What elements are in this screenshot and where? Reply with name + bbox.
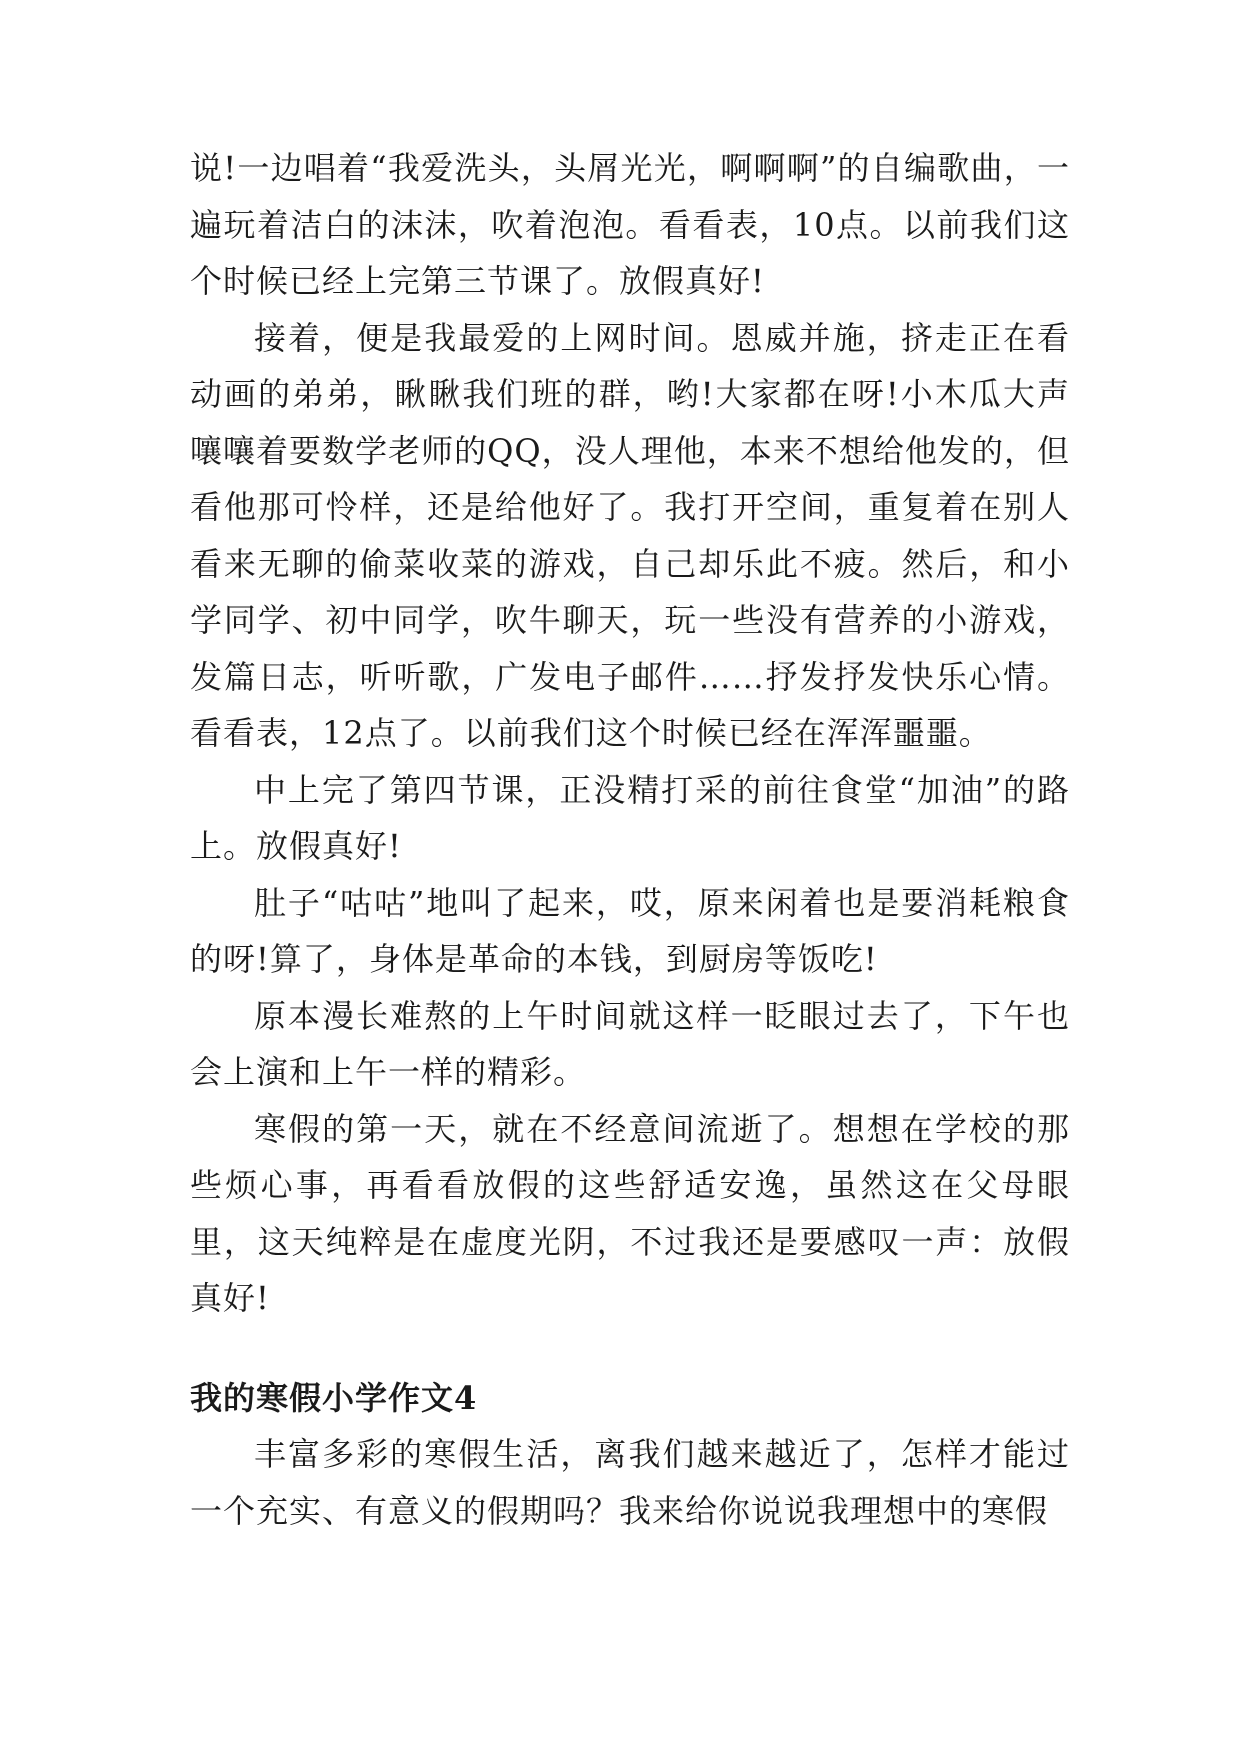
paragraph: 中上完了第四节课，正没精打采的前往食堂“加油”的路上。放假真好!	[190, 770, 1070, 865]
paragraph: 说!一边唱着“我爱洗头，头屑光光，啊啊啊”的自编歌曲，一遍玩着洁白的沫沫，吹着泡泡。看看表，10点。以前我们这个时候已经上完第三节课了。放假真好!	[190, 149, 1070, 300]
section-title: 我的寒假小学作文4	[190, 1378, 478, 1417]
paragraph: 肚子“咕咕”地叫了起来，哎，原来闲着也是要消耗粮食的呀!算了，身体是革命的本钱，到厨房等饭吃!	[190, 883, 1070, 978]
document-body	[190, 140, 1070, 1539]
paragraph: 丰富多彩的寒假生活，离我们越来越近了，怎样才能过一个充实、有意义的假期吗？我来给你说说我理想中的寒假	[190, 1435, 1070, 1530]
paragraph: 接着，便是我最爱的上网时间。恩威并施，挤走正在看动画的弟弟，瞅瞅我们班的群，哟!大家都在呀!小木瓜大声嚷嚷着要数学老师的QQ，没人理他，本来不想给他发的，但看他那可怜样，还是给他好了。我打开空间，重复着在别人看来无聊的偷菜收菜的游戏，自己却乐此不疲。然后，和小学同学、初中同学，吹牛聊天，玩一些没有营养的小游戏，发篇日志，听听歌，广发电子邮件……抒发抒发快乐心情。看看表，12点了。以前我们这个时候已经在浑浑噩噩。	[190, 318, 1070, 752]
paragraph: 寒假的第一天，就在不经意间流逝了。想想在学校的那些烦心事，再看看放假的这些舒适安逸，虽然这在父母眼里，这天纯粹是在虚度光阴，不过我还是要感叹一声：放假真好!	[190, 1109, 1070, 1317]
paragraph: 原本漫长难熬的上午时间就这样一眨眼过去了，下午也会上演和上午一样的精彩。	[190, 996, 1070, 1091]
